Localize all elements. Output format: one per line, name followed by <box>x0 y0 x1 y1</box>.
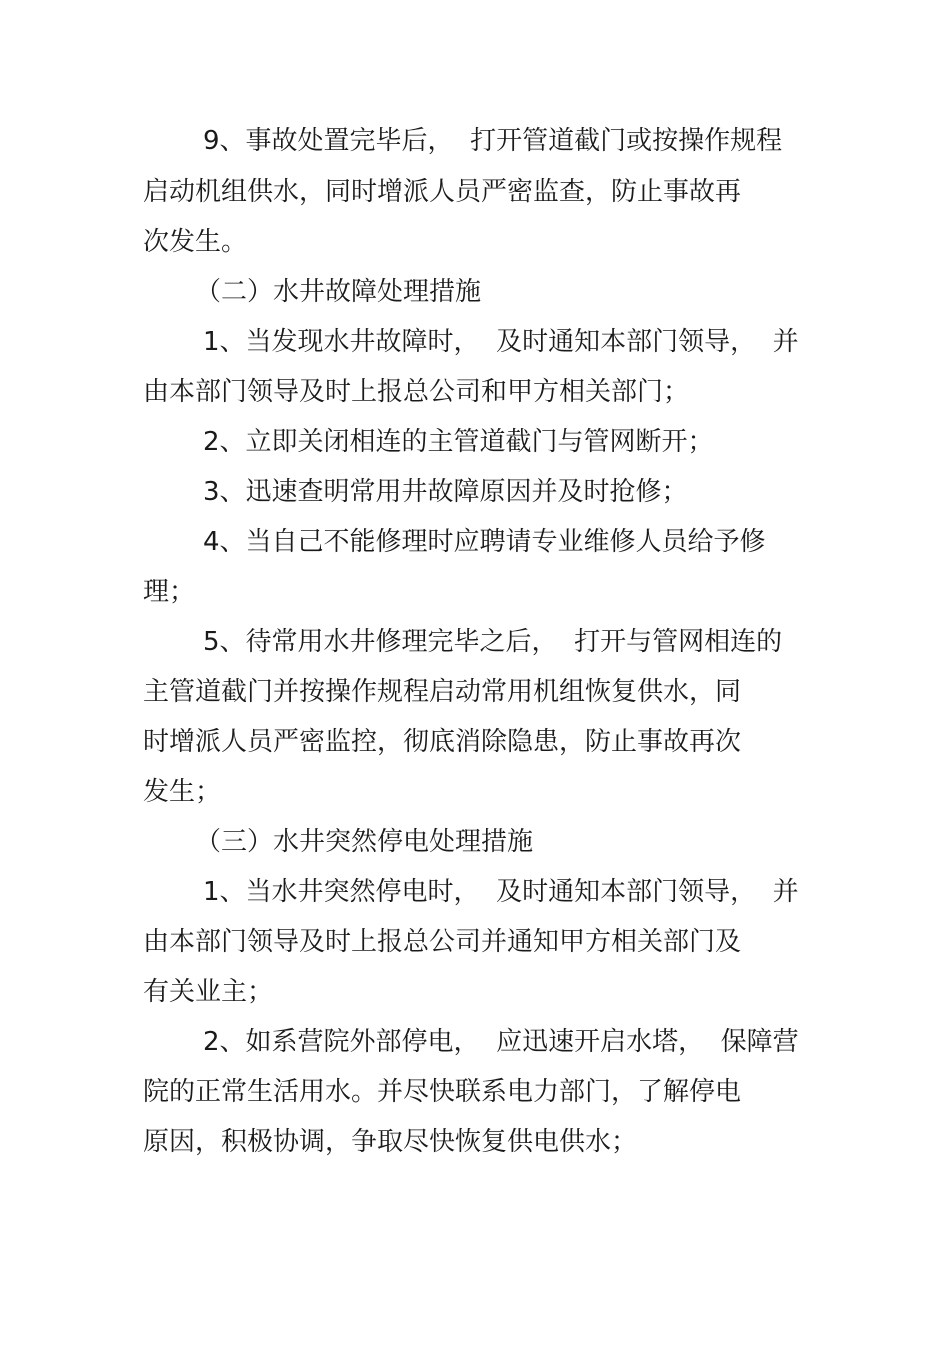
text-line: 4、当自己不能修理时应聘请专业维修人员给予修 <box>203 527 766 557</box>
text-line: 时增派人员严密监控，彻底消除隐患，防止事故再次 <box>143 727 742 757</box>
text-line: 发生； <box>143 777 222 807</box>
text-line: 次发生。 <box>143 227 248 257</box>
text-line: 启动机组供水，同时增派人员严密监查，防止事故再 <box>143 177 742 207</box>
text-line: 1、当发现水井故障时， 及时通知本部门领导， 并 <box>203 327 799 357</box>
text-line: 院的正常生活用水。并尽快联系电力部门，了解停电 <box>143 1077 742 1107</box>
text-line: 2、立即关闭相连的主管道截门与管网断开； <box>203 427 714 457</box>
text-line: 3、迅速查明常用井故障原因并及时抢修； <box>203 477 688 507</box>
text-line: 由本部门领导及时上报总公司和甲方相关部门； <box>143 377 690 407</box>
text-line: 原因，积极协调，争取尽快恢复供电供水； <box>143 1127 638 1157</box>
text-line: 2、如系营院外部停电， 应迅速开启水塔， 保障营 <box>203 1027 799 1057</box>
text-line: 5、待常用水井修理完毕之后， 打开与管网相连的 <box>203 627 783 657</box>
text-line: 有关业主； <box>143 977 274 1007</box>
text-line: 9、事故处置完毕后， 打开管道截门或按操作规程 <box>203 126 783 156</box>
text-line: 由本部门领导及时上报总公司并通知甲方相关部门及 <box>143 927 742 957</box>
text-line: 主管道截门并按操作规程启动常用机组恢复供水，同 <box>143 677 742 707</box>
section-heading: （二）水井故障处理措施 <box>195 277 482 307</box>
text-line: 1、当水井突然停电时， 及时通知本部门领导， 并 <box>203 877 799 907</box>
text-line: 理； <box>143 577 196 607</box>
section-heading: （三）水井突然停电处理措施 <box>195 827 534 857</box>
